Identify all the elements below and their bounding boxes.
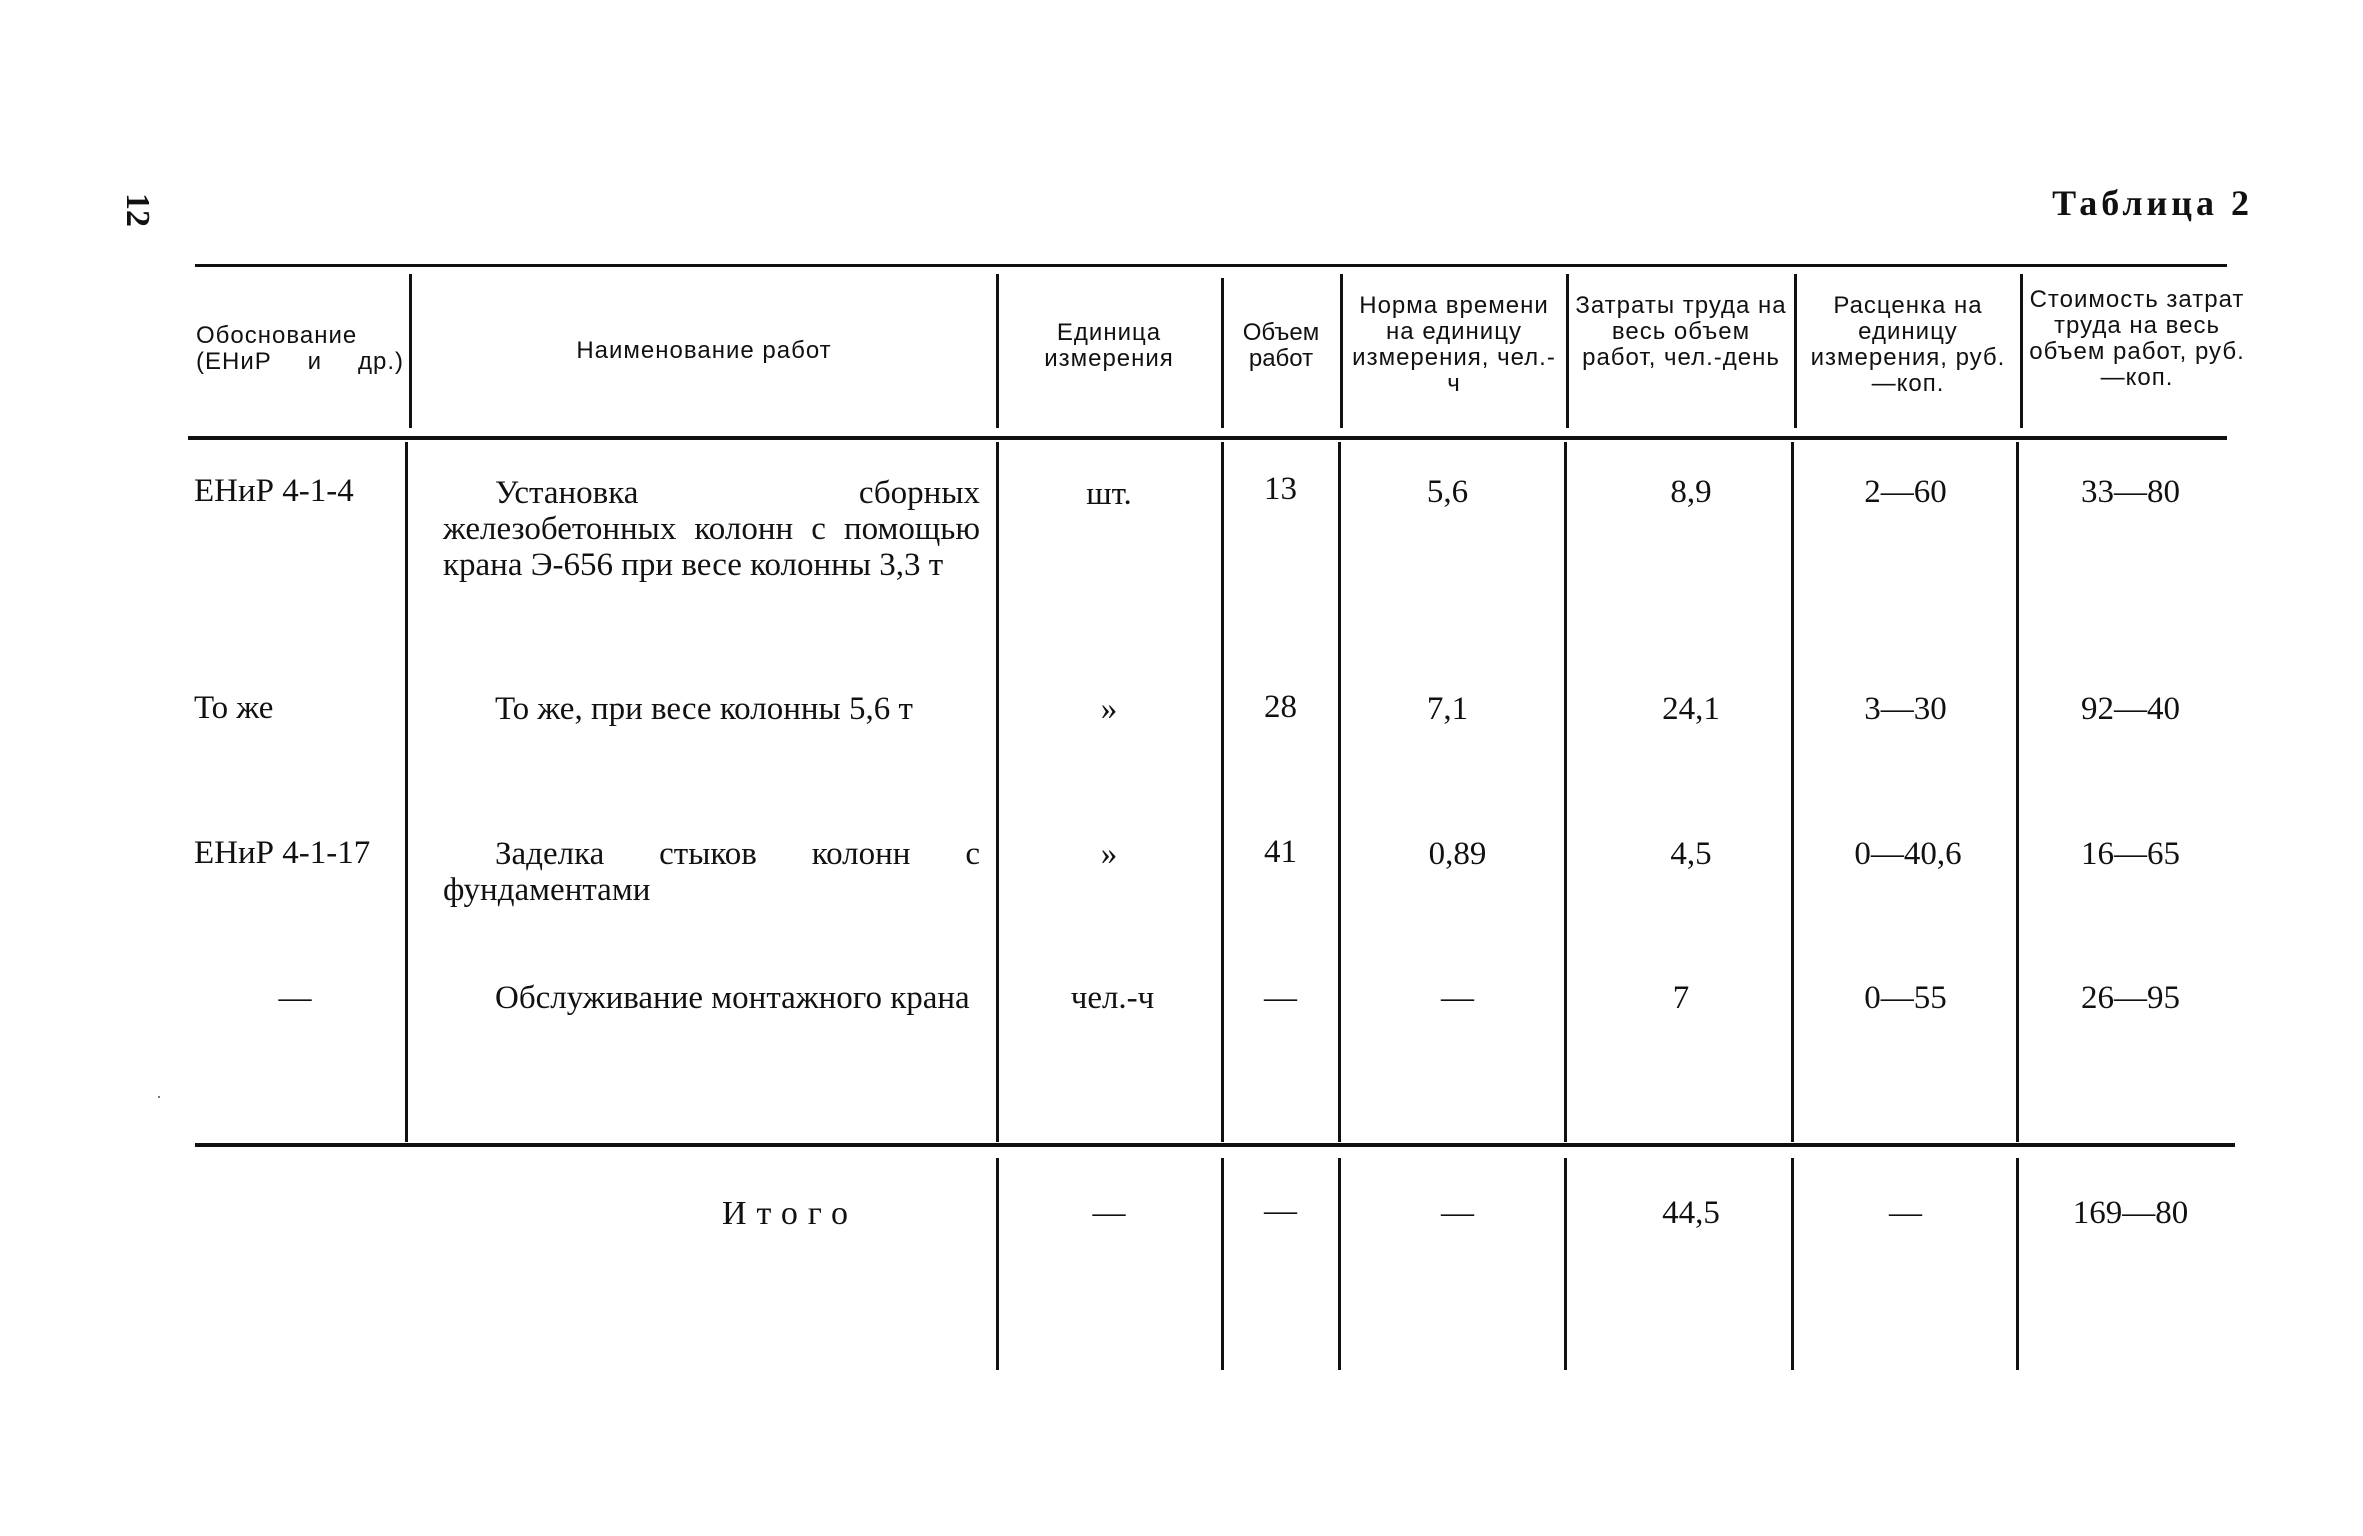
body-col-divider-1 xyxy=(405,442,408,1142)
body-col-divider-2 xyxy=(996,442,999,1142)
row-1-name: Установка сборных железобетонных колонн с помощью крана Э-656 при весе колонны 3,3 т xyxy=(443,475,980,583)
row-3-volume: 41 xyxy=(1264,834,1297,870)
row-3-name: Заделка стыков колонн с фундаментами xyxy=(443,836,980,908)
total-col-divider-4 xyxy=(1338,1158,1341,1370)
table-top-rule xyxy=(195,264,2227,267)
header-col-divider-1 xyxy=(409,274,412,428)
row-3-basis: ЕНиР 4-1-17 xyxy=(194,835,371,871)
row-4-labor: 7 xyxy=(1672,980,1690,1016)
row-2-basis: То же xyxy=(194,690,274,726)
scan-speck xyxy=(158,1096,160,1098)
total-col-divider-7 xyxy=(2016,1158,2019,1370)
header-col-divider-3 xyxy=(1221,278,1224,428)
row-1-basis: ЕНиР 4-1-4 xyxy=(194,473,354,509)
header-col-divider-7 xyxy=(2020,274,2023,428)
row-4-name: Обслуживание монтажного крана xyxy=(495,980,970,1016)
header-bottom-rule xyxy=(188,436,2227,440)
header-rate: Расценка на единицу измерения, руб.—коп. xyxy=(1810,292,2006,397)
total-volume: — xyxy=(1264,1193,1297,1229)
row-2-rate: 3—30 xyxy=(1864,691,1947,727)
row-2-cost: 92—40 xyxy=(2081,691,2180,727)
header-col-divider-4 xyxy=(1340,274,1343,428)
total-col-divider-3 xyxy=(1221,1158,1224,1370)
header-cost: Стоимость затрат труда на весь объем работ, руб.—коп. xyxy=(2029,286,2245,391)
row-1-rate: 2—60 xyxy=(1864,474,1947,510)
row-2-time-norm: 7,1 xyxy=(1426,691,1469,727)
row-3-labor: 4,5 xyxy=(1670,836,1712,872)
row-1-time-norm: 5,6 xyxy=(1426,474,1469,510)
row-2-labor: 24,1 xyxy=(1662,691,1720,727)
total-rate: — xyxy=(1889,1195,1922,1231)
row-3-unit: » xyxy=(1100,836,1118,872)
header-col-divider-6 xyxy=(1794,274,1797,428)
body-col-divider-5 xyxy=(1564,442,1567,1142)
row-3-cost: 16—65 xyxy=(2081,836,2180,872)
row-4-volume: — xyxy=(1264,980,1297,1016)
row-3-rate: 0—40,6 xyxy=(1854,836,1962,872)
row-1-unit: шт. xyxy=(1086,476,1132,512)
header-labor: Затраты труда на весь объем работ, чел.-день xyxy=(1575,292,1787,371)
total-unit: — xyxy=(1092,1195,1126,1231)
header-col-divider-5 xyxy=(1566,274,1569,428)
total-label: Итого xyxy=(721,1195,859,1232)
row-4-cost: 26—95 xyxy=(2081,980,2180,1016)
total-col-divider-6 xyxy=(1791,1158,1794,1370)
total-labor: 44,5 xyxy=(1662,1195,1720,1231)
row-3-time-norm: 0,89 xyxy=(1428,836,1487,872)
header-volume: Объем работ xyxy=(1242,319,1320,372)
row-4-time-norm: — xyxy=(1441,980,1474,1016)
total-col-divider-5 xyxy=(1564,1158,1567,1370)
total-cost: 169—80 xyxy=(2072,1195,2189,1231)
total-col-divider-2 xyxy=(996,1158,999,1370)
row-4-rate: 0—55 xyxy=(1864,980,1947,1016)
body-col-divider-3 xyxy=(1221,442,1224,1142)
table-title: Таблица 2 xyxy=(2052,183,2253,223)
row-4-basis: — xyxy=(278,980,312,1016)
body-bottom-rule xyxy=(195,1143,2235,1147)
header-col-divider-2 xyxy=(996,274,999,428)
header-unit: Единица измерения xyxy=(1044,319,1174,372)
row-2-name: То же, при весе колонны 5,6 т xyxy=(495,691,913,727)
row-1-volume: 13 xyxy=(1264,471,1297,507)
header-name: Наименование работ xyxy=(576,337,832,364)
row-2-volume: 28 xyxy=(1264,689,1297,725)
body-col-divider-7 xyxy=(2016,442,2019,1142)
header-basis: Обоснование (ЕНиР и др.) xyxy=(196,322,404,375)
row-4-unit: чел.-ч xyxy=(1070,980,1155,1016)
header-time-norm: Норма времени на единицу измерения, чел.-ч xyxy=(1352,292,1556,397)
body-col-divider-6 xyxy=(1791,442,1794,1142)
row-1-cost: 33—80 xyxy=(2081,474,2180,510)
row-2-unit: » xyxy=(1100,691,1118,727)
page-number: 12 xyxy=(119,193,156,227)
body-col-divider-4 xyxy=(1338,442,1341,1142)
row-1-labor: 8,9 xyxy=(1670,474,1712,510)
total-time-norm: — xyxy=(1441,1195,1474,1231)
